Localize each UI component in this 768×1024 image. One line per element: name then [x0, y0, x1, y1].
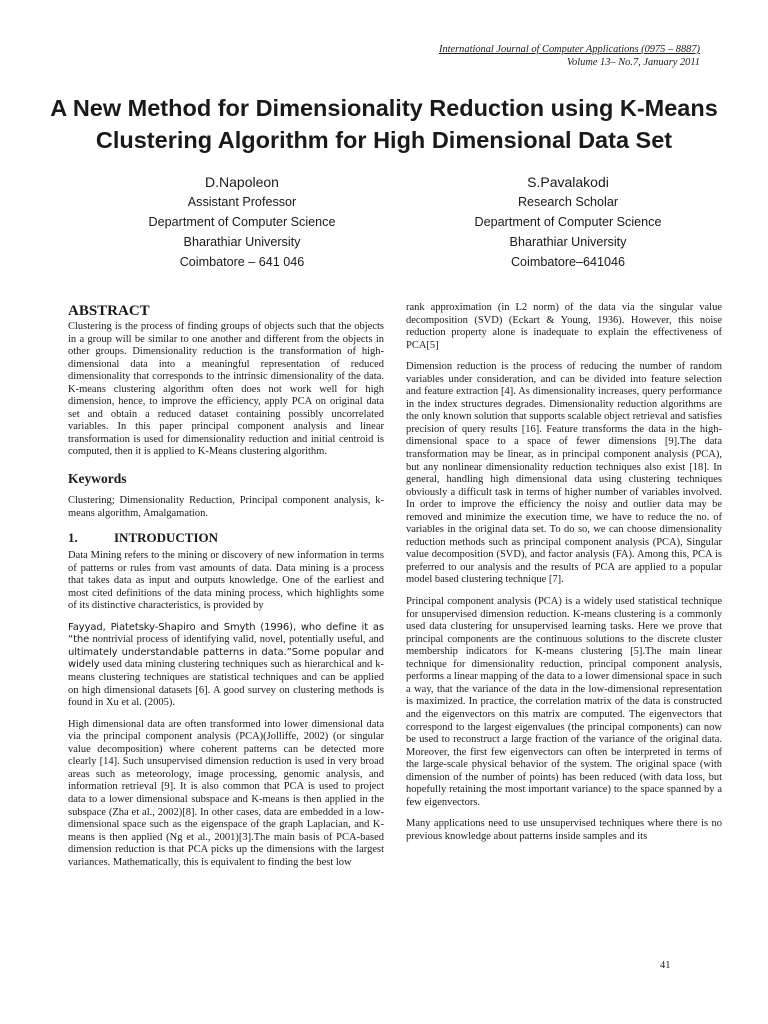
right-paragraph-3: Principal component analysis (PCA) is a widely used statistical technique for unsupervised dimension reduction. K-means clustering is a commonly used data clustering for unsupervised learning tasks. Here we prove that principal components are the continuous solutions to the discrete cluster membership indicators for K-means clustering [5].The main linear technique for dimensionality reduction, principal component analysis, performs a linear mapping of the data to a lower dimensional space in such a way, that the variance of the data in the low-dimensional representation is maximized. In practice, the correlation matrix of the data is constructed and the eigenvectors on this matrix are computed. The eigenvectors that correspond to the largest eigenvalues (the principal components) can now be used to reconstruct a large fraction of the variance of the original data. Moreover, the first few eigenvectors can often be interpreted in terms of the large-scale physical behavior of the system. The original space (with dimension of the number of points) has been reduced (with data loss, but hopefully retaining the most important variance) to the space spanned by a few eigenvectors. [406, 596, 722, 808]
body-text: nontrivial process of identifying valid, novel, potentially useful, and [89, 634, 384, 646]
journal-volume: Volume 13– No.7, January 2011 [566, 57, 700, 68]
author-name: S.Pavalakodi [527, 174, 609, 190]
author-university: Bharathiar University [509, 235, 627, 249]
handwritten-text: Fayyad, Piatetsky-Shapiro and Smyth (1996), who define it as “the [68, 621, 384, 646]
section-title: INTRODUCTION [114, 530, 219, 546]
abstract-text: Clustering is the process of finding groups of objects such that the objects in a group will be similar to one another and different from the objects in other groups. Dimensionality reduction is the transformation of high-dimensional data into a meaningful representation of reduced dimensionality that corresponds to the intrinsic dimensionality of the data. K-means clustering algorithm often does not work well for high dimension, hence, to improve the efficiency, apply PCA on original data set and obtain a reduced dataset containing possibly uncorrelated variables. In this paper principal component analysis and linear transformation is used for dimensionality reduction and initial centroid is computed, then it is applied to K-Means clustering algorithm. [68, 321, 384, 458]
section-number: 1. [68, 530, 78, 546]
left-column [68, 300, 384, 878]
author-role: Assistant Professor [187, 195, 297, 209]
abstract-heading: ABSTRACT [68, 303, 150, 319]
journal-name: International Journal of Computer Applications (0975 – 8887) [438, 44, 700, 55]
author-university: Bharathiar University [183, 235, 301, 249]
author-department: Department of Computer Science [148, 215, 336, 229]
author-department: Department of Computer Science [474, 215, 662, 229]
intro-paragraph-1: Data Mining refers to the mining or discovery of new information in terms of patterns or rules from vast amounts of data. Data mining is a process that takes data as input and outputs knowledge. One of the earliest and most cited definitions of the data mining process, which highlights some of its distinctive characteristics, is provided by [68, 550, 384, 612]
body-text: used data mining clustering techniques such as hierarchical and k-means clustering techniques are statistical techniques and can be applied on high dimensional datasets [6]. A good survey on clustering methods is found in Xu et al. (2005). [68, 659, 384, 709]
author-block-2 [418, 172, 718, 272]
page-number: 41 [660, 960, 671, 971]
author-role: Research Scholar [517, 195, 619, 209]
handwritten-text: ultimately understandable patterns in data.”Some popular and widely [68, 646, 384, 671]
author-name: D.Napoleon [205, 174, 279, 190]
author-city: Coimbatore–641046 [510, 255, 626, 269]
keywords-heading: Keywords [68, 471, 127, 487]
right-paragraph-1: rank approximation (in L2 norm) of the data via the singular value decomposition (SVD) (Eckart & Young, 1936). However, this noise reduction property alone is inadequate to explain the effectiveness of PCA[5] [406, 302, 722, 351]
author-block-1 [92, 172, 392, 272]
journal-header [380, 43, 700, 69]
right-paragraph-2: Dimension reduction is the process of reducing the number of random variables under consideration, and can be divided into feature selection and feature extraction [4]. As dimensionality increases, query performance in the index structures degrades. Dimensionality reduction algorithms are the only known solution that supports scalable object retrieval and satisfies precision of query results [16]. Feature transforms the data in the high-dimensional space to a space of fewer dimensions [9].The data transformation may be linear, as in principal component analysis (PCA), but any nonlinear dimensionality reduction techniques also exist [18]. In general, handling high dimensional data using clustering techniques obviously a difficult task in terms of higher number of variables involved. In order to improve the efficiency the noisy and outlier data may be removed and minimize the execution time, we have to reduce the no. of variables in the original data set. To do so, we can choose dimensionality reduction methods such as principal component analysis (PCA), Singular value decomposition (SVD), and factor analysis (FA). Among this, PCA is preferred to our analysis and the results of PCA are applied to a popular model based clustering technique [7]. [406, 361, 722, 586]
author-city: Coimbatore – 641 046 [179, 255, 305, 269]
keywords-text: Clustering; Dimensionality Reduction, Principal component analysis, k-means algorithm, Amalgamation. [68, 495, 384, 519]
intro-paragraph-3: High dimensional data are often transformed into lower dimensional data via the principal component analysis (PCA)(Jolliffe, 2002) (or singular value decomposition) where coherent patterns can be detected more clearly [14]. Such unsupervised dimension reduction is used in very broad areas such as meteorology, image processing, genomic analysis, and information retrieval [9]. It is also common that PCA is used to project data to a lower dimensional subspace and K-means is then applied in the subspace (Zha et al., 2002)[8]. In other cases, data are embedded in a low-dimensional space such as the eigenspace of the graph Laplacian, and K-means is then applied (Ng et al., 2001)[3].The main basis of PCA-based dimension reduction is that PCA picks up the dimensions with the largest variances. Mathematically, this is equivalent to finding the best low [68, 718, 384, 868]
right-paragraph-4: Many applications need to use unsupervised techniques where there is no previous knowledge about patterns inside samples and its [406, 818, 722, 842]
intro-heading [68, 530, 384, 546]
paper-title: A New Method for Dimensionality Reduction using K-Means Clustering Algorithm for High Dimensional Data Set [50, 95, 718, 153]
right-column [406, 302, 722, 852]
intro-paragraph-2 [68, 622, 384, 710]
